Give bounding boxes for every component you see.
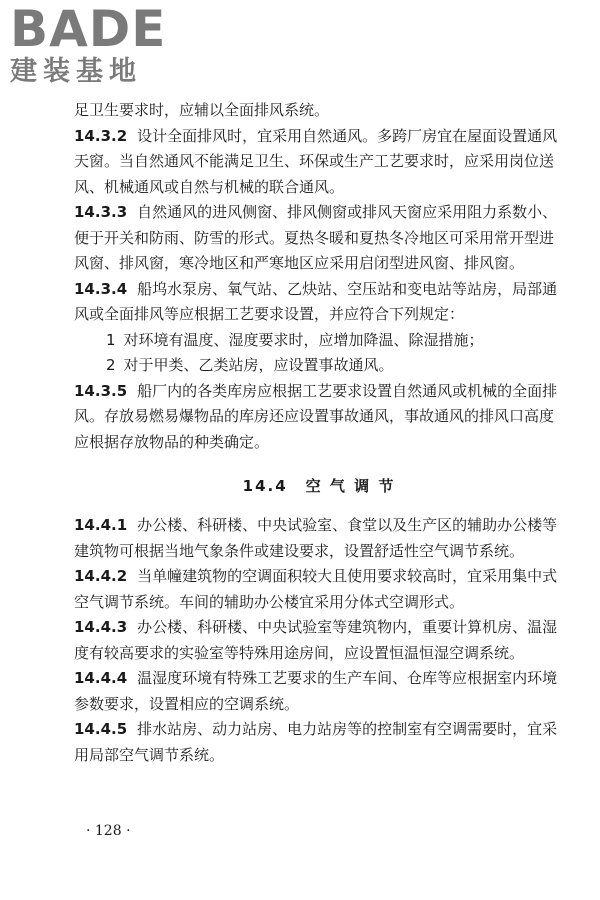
paragraph [74, 666, 564, 717]
clause-number: 14.4.3 [74, 618, 128, 636]
section-number: 14.4 [242, 477, 288, 495]
paragraph [74, 615, 564, 666]
list-item [74, 328, 564, 354]
paragraph [74, 98, 564, 124]
paragraph [74, 200, 564, 277]
page-content [74, 98, 564, 768]
list-text: 对于甲类、乙类站房，应设置事故通风。 [123, 356, 394, 374]
clause-number: 14.4.4 [74, 669, 128, 687]
paragraph [74, 124, 564, 201]
clause-number: 14.4.1 [74, 516, 128, 534]
paragraph-text: 办公楼、科研楼、中央试验室、食堂以及生产区的辅助办公楼等建筑物可根据当地气象条件或建设要求，设置舒适性空气调节系统。 [74, 516, 558, 560]
paragraph [74, 564, 564, 615]
paragraph-text: 足卫生要求时，应辅以全面排风系统。 [74, 101, 330, 119]
clause-number: 14.3.3 [74, 203, 128, 221]
paragraph [74, 379, 564, 456]
logo-wordmark: BADE [10, 0, 167, 58]
list-text: 对环境有温度、湿度要求时，应增加降温、除湿措施； [123, 330, 484, 349]
clause-number: 14.3.5 [74, 381, 128, 400]
list-item [74, 353, 564, 379]
list-index: 2 [106, 356, 116, 374]
paragraph-text: 自然通风的进风侧窗、排风侧窗或排风天窗应采用阻力系数小、便于开关和防雨、防雪的形式。夏热冬暖和夏热冬冷地区可采用常开型进风窗、排风窗，寒冷地区和严寒地区应采用启闭型进风窗、排风窗。 [74, 203, 558, 272]
paragraph-text: 船坞水泵房、氧气站、乙炔站、空压站和变电站等站房，局部通风或全面排风等应根据工艺要求设置，并应符合下列规定： [74, 279, 558, 323]
paragraph-text: 温湿度环境有特殊工艺要求的生产车间、仓库等应根据室内环境参数要求，设置相应的空调系统。 [74, 669, 558, 713]
section-heading [74, 474, 564, 499]
logo-subtitle: 建装基地 [10, 56, 142, 87]
paragraph-text: 设计全面排风时，宜采用自然通风。多跨厂房宜在屋面设置通风天窗。当自然通风不能满足卫生、环保或生产工艺要求时，应采用岗位送风、机械通风或自然与机械的联合通风。 [74, 126, 558, 196]
paragraph-text: 排水站房、动力站房、电力站房等的控制室有空调需要时，宜采用局部空气调节系统。 [74, 720, 558, 764]
list-index: 1 [106, 330, 116, 349]
paragraph-text: 当单幢建筑物的空调面积较大且使用要求较高时，宜采用集中式空气调节系统。车间的辅助办公楼宜采用分体式空调形式。 [74, 567, 558, 611]
paragraph [74, 277, 564, 328]
page-number: · 128 · [86, 823, 131, 839]
clause-number: 14.4.5 [74, 720, 128, 738]
paragraph-text: 船厂内的各类库房应根据工艺要求设置自然通风或机械的全面排风。存放易燃易爆物品的库房还应设置事故通风，事故通风的排风口高度应根据存放物品的种类确定。 [74, 381, 558, 451]
clause-number: 14.3.2 [74, 126, 128, 145]
paragraph [74, 513, 564, 564]
clause-number: 14.3.4 [74, 279, 128, 298]
paragraph-text: 办公楼、科研楼、中央试验室等建筑物内，重要计算机房、温湿度有较高要求的实验室等特殊用途房间，应设置恒温恒湿空调系统。 [74, 618, 558, 662]
paragraph [74, 717, 564, 768]
section-title: 空 气 调 节 [305, 477, 396, 495]
logo [10, 0, 167, 88]
clause-number: 14.4.2 [74, 567, 128, 585]
